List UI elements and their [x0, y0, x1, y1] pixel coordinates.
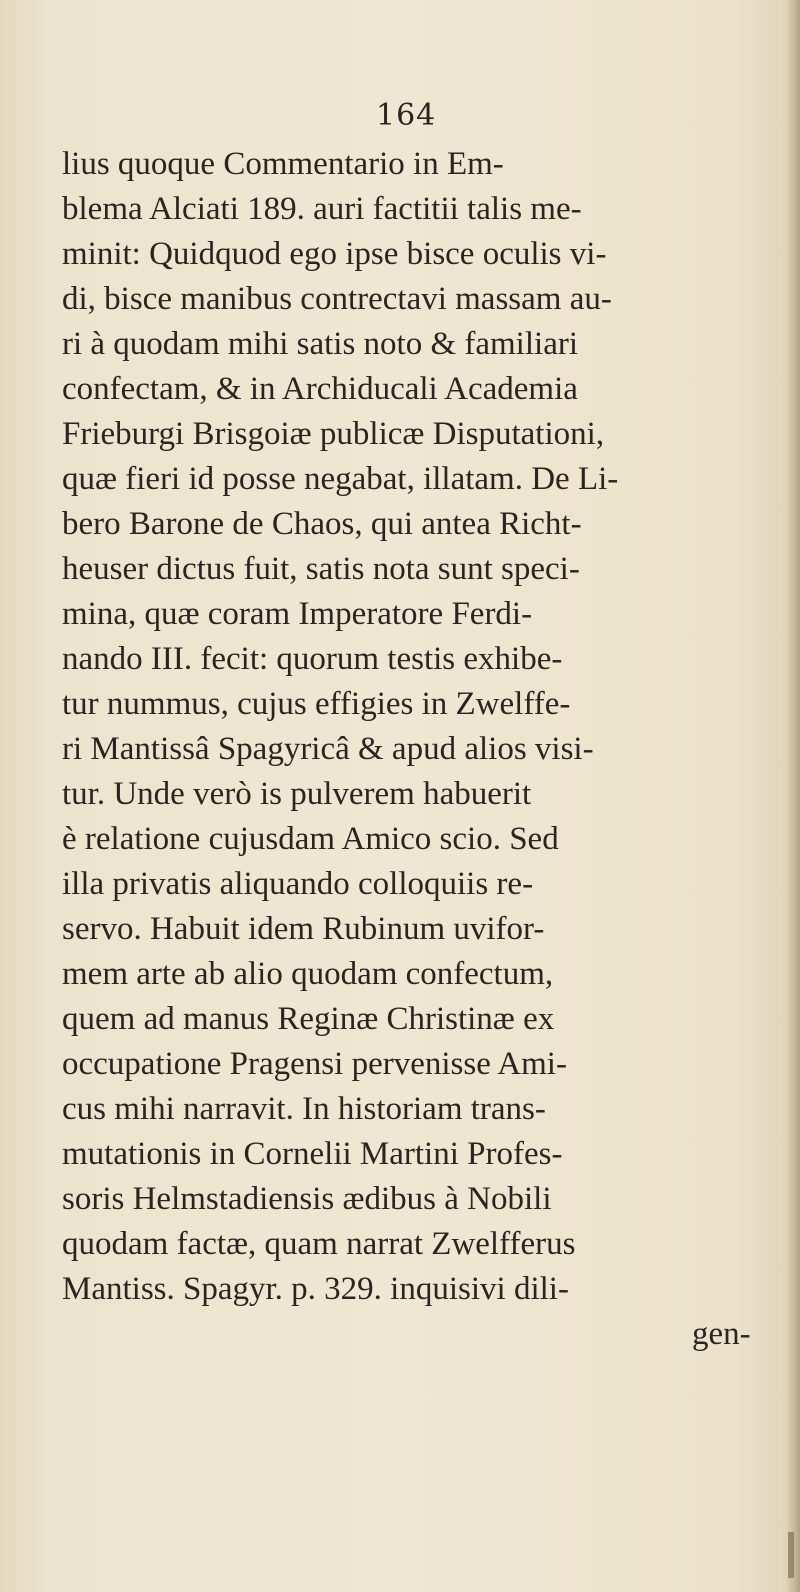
binding-mark: [788, 1532, 794, 1578]
text-line: occupatione Pragensi pervenisse Ami-: [62, 1046, 567, 1082]
text-line: confectam, & in Archiducali Academia: [62, 371, 578, 407]
text-line: minit: Quidquod ego ipse bisce oculis vi-: [62, 236, 607, 272]
text-line: cus mihi narravit. In historiam trans-: [62, 1091, 546, 1127]
text-line: mina, quæ coram Imperatore Ferdi-: [62, 596, 533, 632]
text-line: di, bisce manibus contrectavi massam au-: [62, 281, 612, 317]
catchword: gen-: [692, 1316, 751, 1352]
text-line: ri Mantissâ Spagyricâ & apud alios visi-: [62, 731, 594, 767]
text-line: soris Helmstadiensis ædibus à Nobili: [62, 1181, 552, 1217]
text-line: tur nummus, cujus effigies in Zwelffe-: [62, 686, 571, 722]
text-line: blema Alciati 189. auri factitii talis me-: [62, 191, 582, 227]
text-line: illa privatis aliquando colloquiis re-: [62, 866, 534, 902]
text-line: heuser dictus fuit, satis nota sunt speci-: [62, 551, 580, 587]
text-line: bero Barone de Chaos, qui antea Richt-: [62, 506, 582, 542]
text-line: quem ad manus Reginæ Christinæ ex: [62, 1001, 555, 1037]
text-line: mutationis in Cornelii Martini Profes-: [62, 1136, 563, 1172]
body-text: [62, 142, 790, 1357]
text-line: quodam factæ, quam narrat Zwelfferus: [62, 1226, 576, 1262]
page-number: 164: [376, 98, 437, 133]
text-line: nando III. fecit: quorum testis exhibe-: [62, 641, 563, 677]
text-line: Frieburgi Brisgoiæ publicæ Disputationi,: [62, 416, 605, 452]
text-line: lius quoque Commentario in Em-: [62, 146, 504, 182]
text-line: ri à quodam mihi satis noto & familiari: [62, 326, 578, 362]
text-line: mem arte ab alio quodam confectum,: [62, 956, 554, 992]
text-line: Mantiss. Spagyr. p. 329. inquisivi dili-: [62, 1271, 569, 1307]
text-line: servo. Habuit idem Rubinum uvifor-: [62, 911, 545, 947]
text-line: è relatione cujusdam Amico scio. Sed: [62, 821, 559, 857]
text-line: quæ fieri id posse negabat, illatam. De Li-: [62, 461, 619, 497]
text-line: tur. Unde verò is pulverem habuerit: [62, 776, 532, 812]
